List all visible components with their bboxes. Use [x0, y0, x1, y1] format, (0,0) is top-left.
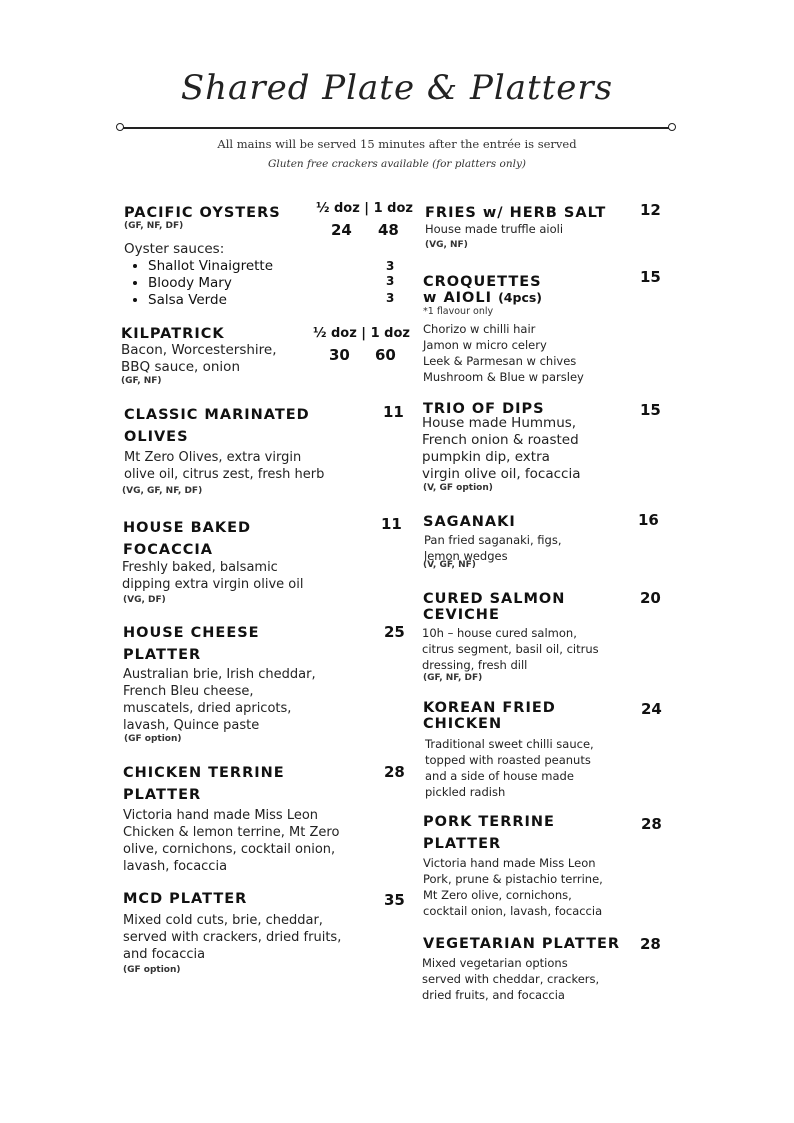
dips-desc: House made Hummus, French onion & roasted pumpkin dip, extra virgin olive oil, focaccia	[422, 415, 581, 482]
cheese-platter-price: 25	[384, 623, 405, 641]
flavour-item: Leek & Parmesan w chives	[423, 354, 577, 368]
chicken-terrine-desc: Victoria hand made Miss Leon Chicken & lemon terrine, Mt Zero olive, cornichons, cocktail onion, lavash, focaccia	[123, 808, 340, 874]
divider-dot-right	[668, 123, 676, 131]
fries-tags: (VG, NF)	[425, 240, 468, 250]
olives-price: 11	[383, 403, 404, 421]
kilpatrick-name: KILPATRICK	[121, 326, 225, 342]
ceviche-desc: 10h – house cured salmon, citrus segment, basil oil, citrus dressing, fresh dill	[422, 626, 599, 672]
kilpatrick-price-full: 60	[375, 346, 396, 364]
focaccia-desc: Freshly baked, balsamic dipping extra virgin olive oil	[122, 560, 304, 592]
sauce-item: • Salsa Verde	[148, 292, 273, 309]
pork-terrine-name: PORK TERRINE PLATTER	[423, 814, 555, 852]
sauce-item: • Bloody Mary	[148, 275, 273, 292]
oysters-price-full: 48	[378, 221, 399, 239]
croquettes-aioli: w AIOLI	[423, 290, 493, 306]
ceviche-name: CURED SALMON CEVICHE	[423, 591, 566, 623]
pork-terrine-price: 28	[641, 815, 662, 833]
flavour-item: Chorizo w chilli hair	[423, 322, 536, 336]
olives-name: CLASSIC MARINATED OLIVES	[124, 407, 310, 445]
mcd-platter-tags: (GF option)	[123, 965, 181, 975]
sauce-price: 3	[386, 259, 395, 273]
kilpatrick-size-label: ½ doz | 1 doz	[313, 326, 410, 341]
saganaki-desc: Pan fried saganaki, figs, lemon wedges	[424, 533, 562, 563]
croquettes-flavours	[423, 321, 584, 385]
croquettes-note: *1 flavour only	[423, 306, 494, 317]
focaccia-tags: (VG, DF)	[123, 595, 166, 605]
oysters-size-label: ½ doz | 1 doz	[316, 201, 413, 216]
menu-title: Shared Plate & Platters	[180, 68, 614, 108]
olives-desc: Mt Zero Olives, extra virgin olive oil, citrus zest, fresh herb	[124, 450, 325, 482]
ceviche-price: 20	[640, 589, 661, 607]
mcd-platter-name: MCD PLATTER	[123, 891, 248, 907]
kilpatrick-desc: Bacon, Worcestershire, BBQ sauce, onion	[121, 342, 277, 375]
kfc-desc: Traditional sweet chilli sauce, topped with roasted peanuts and a side of house made pickled radish	[425, 737, 594, 799]
kfc-price: 24	[641, 700, 662, 718]
dips-price: 15	[640, 401, 661, 419]
cheese-platter-tags: (GF option)	[124, 734, 182, 744]
divider-line	[120, 127, 672, 129]
vegetarian-platter-name: VEGETARIAN PLATTER	[423, 936, 621, 952]
fries-desc: House made truffle aioli	[425, 222, 564, 236]
kilpatrick-tags: (GF, NF)	[121, 376, 162, 386]
focaccia-price: 11	[381, 515, 402, 533]
subtitle: All mains will be served 15 minutes after the entrée is served	[217, 137, 577, 151]
sauce-price: 3	[386, 291, 395, 305]
saganaki-tags: (V, GF, NF)	[423, 560, 476, 570]
gluten-free-note: Gluten free crackers available (for platters only)	[267, 158, 526, 170]
pork-terrine-desc: Victoria hand made Miss Leon Pork, prune & pistachio terrine, Mt Zero olive, cornichons, cocktail onion, lavash, focaccia	[423, 856, 603, 918]
mcd-platter-desc: Mixed cold cuts, brie, cheddar, served with crackers, dried fruits, and focaccia	[123, 913, 342, 962]
dips-tags: (V, GF option)	[423, 483, 493, 493]
olives-tags: (VG, GF, NF, DF)	[122, 486, 203, 496]
oyster-sauces-list	[124, 258, 273, 309]
saganaki-price: 16	[638, 511, 659, 529]
flavour-item: Mushroom & Blue w parsley	[423, 370, 584, 384]
focaccia-name: HOUSE BAKED FOCACCIA	[123, 520, 252, 558]
saganaki-name: SAGANAKI	[423, 514, 516, 530]
croquettes-price: 15	[640, 268, 661, 286]
chicken-terrine-name: CHICKEN TERRINE PLATTER	[123, 765, 285, 803]
chicken-terrine-price: 28	[384, 763, 405, 781]
oysters-tags: (GF, NF, DF)	[124, 221, 184, 231]
flavour-item: Jamon w micro celery	[423, 338, 547, 352]
divider-dot-left	[116, 123, 124, 131]
dips-name: TRIO OF DIPS	[423, 401, 545, 417]
croquettes-name: CROQUETTES	[423, 274, 542, 290]
mcd-platter-price: 35	[384, 891, 405, 909]
oysters-price-half: 24	[331, 221, 352, 239]
kilpatrick-price-half: 30	[329, 346, 350, 364]
kfc-name: KOREAN FRIED CHICKEN	[423, 700, 556, 732]
fries-name: FRIES w/ HERB SALT	[425, 205, 607, 221]
oyster-sauces-label: Oyster sauces:	[124, 241, 225, 257]
cheese-platter-desc: Australian brie, Irish cheddar, French Bleu cheese, muscatels, dried apricots, lavash, Quince paste	[123, 667, 316, 733]
croquettes-pcs: (4pcs)	[498, 290, 543, 305]
oysters-name: PACIFIC OYSTERS	[124, 205, 281, 221]
cheese-platter-name: HOUSE CHEESE PLATTER	[123, 625, 260, 663]
fries-price: 12	[640, 201, 661, 219]
sauce-item: • Shallot Vinaigrette	[148, 258, 273, 275]
vegetarian-platter-desc: Mixed vegetarian options served with cheddar, crackers, dried fruits, and focaccia	[422, 956, 600, 1002]
sauce-price: 3	[386, 274, 395, 288]
ceviche-tags: (GF, NF, DF)	[423, 673, 483, 683]
vegetarian-platter-price: 28	[640, 935, 661, 953]
